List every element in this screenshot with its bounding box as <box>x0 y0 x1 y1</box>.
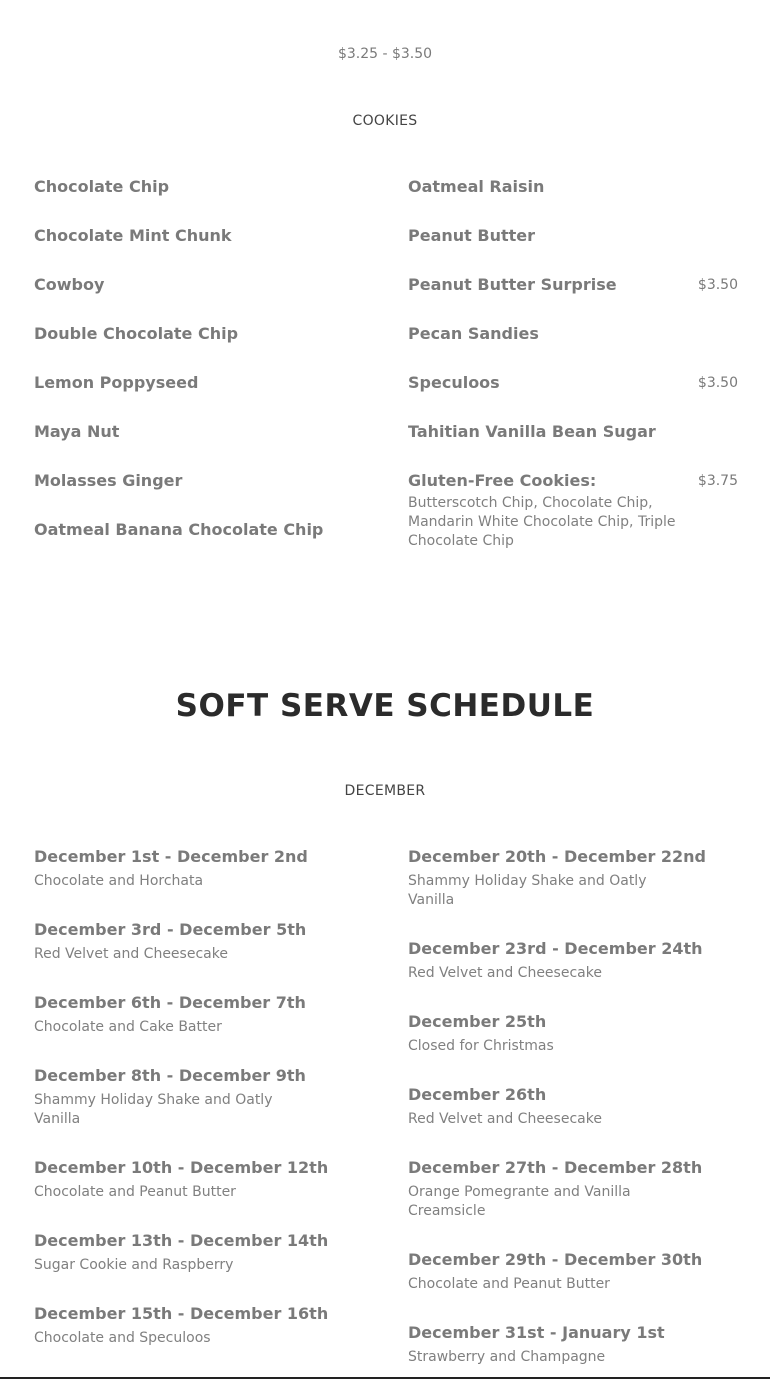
cookie-name: Oatmeal Raisin <box>408 177 545 196</box>
schedule-date: December 8th - December 9th <box>34 1066 306 1085</box>
cookie-item <box>34 226 364 275</box>
cookie-item <box>34 177 364 226</box>
soft-serve-schedule-title: SOFT SERVE SCHEDULE <box>175 688 595 724</box>
cookie-item <box>408 177 738 226</box>
price-range: $3.25 - $3.50 <box>337 46 433 62</box>
schedule-item <box>408 1323 738 1373</box>
schedule-date: December 29th - December 30th <box>408 1250 703 1269</box>
schedule-flavor: Chocolate and Peanut Butter <box>408 1276 610 1292</box>
schedule-item <box>34 993 364 1066</box>
schedule-item <box>408 1085 738 1158</box>
schedule-flavor: Chocolate and Peanut Butter <box>34 1184 236 1200</box>
cookie-item <box>34 520 364 569</box>
schedule-item <box>34 1304 364 1364</box>
cookie-price: $3.75 <box>697 473 738 489</box>
cookie-name: Chocolate Chip <box>34 177 170 196</box>
schedule-date: December 20th - December 22nd <box>408 847 707 866</box>
schedule-flavor: Red Velvet and Cheesecake <box>408 965 602 981</box>
schedule-right-column <box>408 847 738 1373</box>
cookie-name: Pecan Sandies <box>408 324 539 343</box>
schedule-date: December 6th - December 7th <box>34 993 306 1012</box>
cookie-item <box>34 324 364 373</box>
cookie-item <box>34 275 364 324</box>
cookie-item <box>34 373 364 422</box>
cookie-price: $3.50 <box>697 375 738 391</box>
schedule-flavor: Chocolate and Horchata <box>34 873 204 889</box>
schedule-date: December 26th <box>408 1085 547 1104</box>
schedule-item <box>408 1250 738 1323</box>
cookie-item <box>408 324 738 373</box>
cookie-item <box>408 275 738 324</box>
cookie-item <box>408 422 738 471</box>
schedule-date: December 13th - December 14th <box>34 1231 329 1250</box>
cookie-name: Cowboy <box>34 275 105 294</box>
schedule-item <box>408 1158 738 1250</box>
schedule-item <box>34 847 364 920</box>
schedule-flavor: Closed for Christmas <box>408 1038 554 1054</box>
cookie-name: Speculoos <box>408 373 500 392</box>
cookie-name: Maya Nut <box>34 422 120 441</box>
schedule-date: December 31st - January 1st <box>408 1323 665 1342</box>
schedule-date: December 23rd - December 24th <box>408 939 703 958</box>
schedule-left-column <box>34 847 364 1364</box>
cookie-price: $3.50 <box>697 277 738 293</box>
schedule-date: December 27th - December 28th <box>408 1158 703 1177</box>
cookie-name: Double Chocolate Chip <box>34 324 239 343</box>
schedule-date: December 15th - December 16th <box>34 1304 329 1323</box>
schedule-flavor: Red Velvet and Cheesecake <box>408 1111 602 1127</box>
cookie-description: Butterscotch Chip, Chocolate Chip, Mandarin White Chocolate Chip, Triple Chocolate Chip <box>408 495 676 549</box>
schedule-flavor: Shammy Holiday Shake and Oatly Vanilla <box>34 1092 273 1127</box>
schedule-flavor: Strawberry and Champagne <box>408 1349 606 1365</box>
gluten-free-cookies-item <box>408 471 738 551</box>
cookies-left-column <box>34 177 364 569</box>
cookie-name: Gluten-Free Cookies: <box>408 471 597 490</box>
schedule-item <box>408 939 738 1012</box>
cookie-item <box>34 471 364 520</box>
cookie-name: Tahitian Vanilla Bean Sugar <box>408 422 656 441</box>
schedule-flavor: Orange Pomegrante and Vanilla Creamsicle <box>408 1184 631 1219</box>
schedule-item <box>34 1066 364 1158</box>
schedule-item <box>34 920 364 993</box>
schedule-flavor: Chocolate and Cake Batter <box>34 1019 222 1035</box>
schedule-flavor: Red Velvet and Cheesecake <box>34 946 228 962</box>
cookies-right-column <box>408 177 738 551</box>
cookie-item <box>408 373 738 422</box>
schedule-item <box>34 1231 364 1304</box>
cookie-name: Chocolate Mint Chunk <box>34 226 232 245</box>
cookie-item <box>34 422 364 471</box>
month-label: DECEMBER <box>344 783 426 799</box>
schedule-item <box>408 1012 738 1085</box>
schedule-flavor: Sugar Cookie and Raspberry <box>34 1257 234 1273</box>
cookie-name: Molasses Ginger <box>34 471 183 490</box>
schedule-date: December 3rd - December 5th <box>34 920 307 939</box>
schedule-date: December 25th <box>408 1012 547 1031</box>
schedule-flavor: Chocolate and Speculoos <box>34 1330 211 1346</box>
schedule-date: December 1st - December 2nd <box>34 847 308 866</box>
schedule-date: December 10th - December 12th <box>34 1158 329 1177</box>
cookie-name: Peanut Butter <box>408 226 535 245</box>
schedule-item <box>408 847 738 939</box>
schedule-flavor: Shammy Holiday Shake and Oatly Vanilla <box>408 873 647 908</box>
cookie-name: Oatmeal Banana Chocolate Chip <box>34 520 324 539</box>
cookie-name: Peanut Butter Surprise <box>408 275 617 294</box>
cookies-section-label: COOKIES <box>352 113 418 129</box>
schedule-item <box>34 1158 364 1231</box>
cookie-name: Lemon Poppyseed <box>34 373 199 392</box>
cookie-item <box>408 226 738 275</box>
